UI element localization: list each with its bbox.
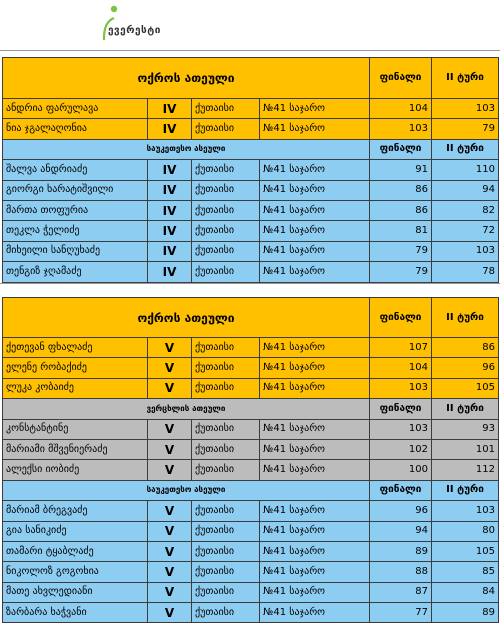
grade: V	[148, 419, 192, 439]
city: ქუთაისი	[192, 200, 260, 220]
grade: V	[148, 358, 192, 378]
final-score: 86	[370, 200, 432, 220]
school: №41 საჯარო	[260, 221, 370, 241]
round2-score: 82	[432, 200, 499, 220]
city: ქუთაისი	[192, 603, 260, 623]
round2-score: 94	[432, 180, 499, 200]
final-score: 77	[370, 603, 432, 623]
city: ქუთაისი	[192, 119, 260, 139]
round2-score: 85	[432, 562, 499, 582]
divider	[0, 283, 500, 284]
school: №41 საჯარო	[260, 541, 370, 561]
final-score: 100	[370, 460, 432, 480]
grade: IV	[148, 262, 192, 282]
city: ქუთაისი	[192, 180, 260, 200]
round2-score: 84	[432, 582, 499, 602]
round2-score: 96	[432, 358, 499, 378]
city: ქუთაისი	[192, 338, 260, 358]
school: №41 საჯარო	[260, 603, 370, 623]
col-round2-header: II ტური	[432, 480, 499, 500]
table-row	[3, 241, 499, 261]
student-name: ზარბარა ხაჭვანი	[3, 603, 148, 623]
round2-score: 86	[432, 338, 499, 358]
student-name: მათე ახვლედიანი	[3, 582, 148, 602]
school: №41 საჯარო	[260, 378, 370, 398]
final-score: 104	[370, 358, 432, 378]
table-row	[3, 541, 499, 561]
col-final-header: ფინალი	[370, 298, 432, 338]
round2-score: 103	[432, 501, 499, 521]
grade: V	[148, 562, 192, 582]
grade: V	[148, 541, 192, 561]
grade: IV	[148, 180, 192, 200]
city: ქუთაისი	[192, 262, 260, 282]
best-hundred-title: საუკეთესო ასეული	[3, 480, 370, 500]
final-score: 103	[370, 119, 432, 139]
col-final-header: ფინალი	[370, 139, 432, 159]
final-score: 104	[370, 99, 432, 119]
school: №41 საჯარო	[260, 241, 370, 261]
grade: V	[148, 501, 192, 521]
col-round2-header: II ტური	[432, 399, 499, 419]
school: №41 საჯარო	[260, 501, 370, 521]
round2-score: 110	[432, 160, 499, 180]
table-row	[3, 160, 499, 180]
city: ქუთაისი	[192, 501, 260, 521]
student-name: გია სანიკიძე	[3, 521, 148, 541]
school: №41 საჯარო	[260, 460, 370, 480]
city: ქუთაისი	[192, 582, 260, 602]
round2-score: 112	[432, 460, 499, 480]
table-row	[3, 200, 499, 220]
student-name: ნიკოლოზ გოგოხია	[3, 562, 148, 582]
col-final-header: ფინალი	[370, 480, 432, 500]
school: №41 საჯარო	[260, 200, 370, 220]
city: ქუთაისი	[192, 562, 260, 582]
city: ქუთაისი	[192, 541, 260, 561]
logo	[100, 4, 190, 44]
final-score: 103	[370, 378, 432, 398]
col-round2-header: II ტური	[432, 139, 499, 159]
gold-title: ოქროს ათეული	[3, 298, 370, 338]
final-score: 96	[370, 501, 432, 521]
grade: IV	[148, 160, 192, 180]
city: ქუთაისი	[192, 358, 260, 378]
round2-score: 101	[432, 439, 499, 459]
school: №41 საჯარო	[260, 562, 370, 582]
round2-score: 78	[432, 262, 499, 282]
round2-score: 105	[432, 378, 499, 398]
grade: V	[148, 378, 192, 398]
city: ქუთაისი	[192, 460, 260, 480]
final-score: 79	[370, 262, 432, 282]
round2-score: 89	[432, 603, 499, 623]
student-name: ელენე რობაქიძე	[3, 358, 148, 378]
grade: V	[148, 338, 192, 358]
grade: IV	[148, 200, 192, 220]
round2-score: 72	[432, 221, 499, 241]
table-row	[3, 99, 499, 119]
grade: IV	[148, 99, 192, 119]
grade: V	[148, 603, 192, 623]
student-name: შალვა ანდრიაძე	[3, 160, 148, 180]
table-row	[3, 439, 499, 459]
final-score: 88	[370, 562, 432, 582]
city: ქუთაისი	[192, 221, 260, 241]
school: №41 საჯარო	[260, 180, 370, 200]
grade: V	[148, 460, 192, 480]
table-row	[3, 119, 499, 139]
results-table-grade-5	[2, 297, 499, 623]
silver-header-row	[3, 399, 499, 419]
school: №41 საჯარო	[260, 439, 370, 459]
school: №41 საჯარო	[260, 521, 370, 541]
student-name: თენგიზ ჯღამაძე	[3, 262, 148, 282]
grade: V	[148, 521, 192, 541]
round2-score: 80	[432, 521, 499, 541]
divider	[0, 50, 500, 51]
logo-mark-icon	[100, 4, 130, 42]
grade: V	[148, 582, 192, 602]
table-row	[3, 521, 499, 541]
table-row	[3, 562, 499, 582]
table-row	[3, 603, 499, 623]
table-row	[3, 262, 499, 282]
final-score: 87	[370, 582, 432, 602]
school: №41 საჯარო	[260, 358, 370, 378]
city: ქუთაისი	[192, 241, 260, 261]
grade: IV	[148, 221, 192, 241]
school: №41 საჯარო	[260, 99, 370, 119]
col-round2-header: II ტური	[432, 58, 499, 99]
school: №41 საჯარო	[260, 419, 370, 439]
final-score: 91	[370, 160, 432, 180]
gold-header-row	[3, 298, 499, 338]
best-hundred-title: საუკეთესო ასეული	[3, 139, 370, 159]
city: ქუთაისი	[192, 378, 260, 398]
school: №41 საჯარო	[260, 119, 370, 139]
best-hundred-header-row	[3, 480, 499, 500]
student-name: მარიამ ბრეგვაძე	[3, 501, 148, 521]
table-row	[3, 221, 499, 241]
round2-score: 103	[432, 241, 499, 261]
student-name: ალექსი იობიძე	[3, 460, 148, 480]
gold-title: ოქროს ათეული	[3, 58, 370, 99]
grade: V	[148, 439, 192, 459]
student-name: გიორგი ხარატიშვილი	[3, 180, 148, 200]
table-row	[3, 378, 499, 398]
city: ქუთაისი	[192, 419, 260, 439]
final-score: 89	[370, 541, 432, 561]
city: ქუთაისი	[192, 99, 260, 119]
city: ქუთაისი	[192, 439, 260, 459]
table-row	[3, 582, 499, 602]
final-score: 81	[370, 221, 432, 241]
school: №41 საჯარო	[260, 160, 370, 180]
final-score: 79	[370, 241, 432, 261]
school: №41 საჯარო	[260, 338, 370, 358]
gold-header-row	[3, 58, 499, 99]
round2-score: 79	[432, 119, 499, 139]
final-score: 107	[370, 338, 432, 358]
best-hundred-header-row	[3, 139, 499, 159]
grade: IV	[148, 119, 192, 139]
col-final-header: ფინალი	[370, 58, 432, 99]
logo-text: ევერესტი	[108, 25, 161, 36]
student-name: ლუკა კობაიძე	[3, 378, 148, 398]
student-name: კონსტანტინე	[3, 419, 148, 439]
school: №41 საჯარო	[260, 262, 370, 282]
student-name: მართა თოფურია	[3, 200, 148, 220]
silver-title: ვერცხლის ათეული	[3, 399, 370, 419]
student-name: თეკლა ჭელიძე	[3, 221, 148, 241]
table-row	[3, 501, 499, 521]
round2-score: 93	[432, 419, 499, 439]
student-name: ქეთევან ფხალაძე	[3, 338, 148, 358]
table-row	[3, 358, 499, 378]
school: №41 საჯარო	[260, 582, 370, 602]
city: ქუთაისი	[192, 521, 260, 541]
col-round2-header: II ტური	[432, 298, 499, 338]
student-name: მარიამი მშვენიერაძე	[3, 439, 148, 459]
student-name: ნია ჯგალაღონია	[3, 119, 148, 139]
table-row	[3, 338, 499, 358]
final-score: 86	[370, 180, 432, 200]
table-row	[3, 460, 499, 480]
round2-score: 105	[432, 541, 499, 561]
student-name: თამარი ტყაბლაძე	[3, 541, 148, 561]
col-final-header: ფინალი	[370, 399, 432, 419]
student-name: მიხეილი სანღუხაძე	[3, 241, 148, 261]
table-row	[3, 180, 499, 200]
table-row	[3, 419, 499, 439]
round2-score: 103	[432, 99, 499, 119]
final-score: 94	[370, 521, 432, 541]
grade: IV	[148, 241, 192, 261]
results-table-grade-4-body	[2, 57, 499, 283]
final-score: 102	[370, 439, 432, 459]
final-score: 103	[370, 419, 432, 439]
student-name: ანდრია ფარულავა	[3, 99, 148, 119]
city: ქუთაისი	[192, 160, 260, 180]
